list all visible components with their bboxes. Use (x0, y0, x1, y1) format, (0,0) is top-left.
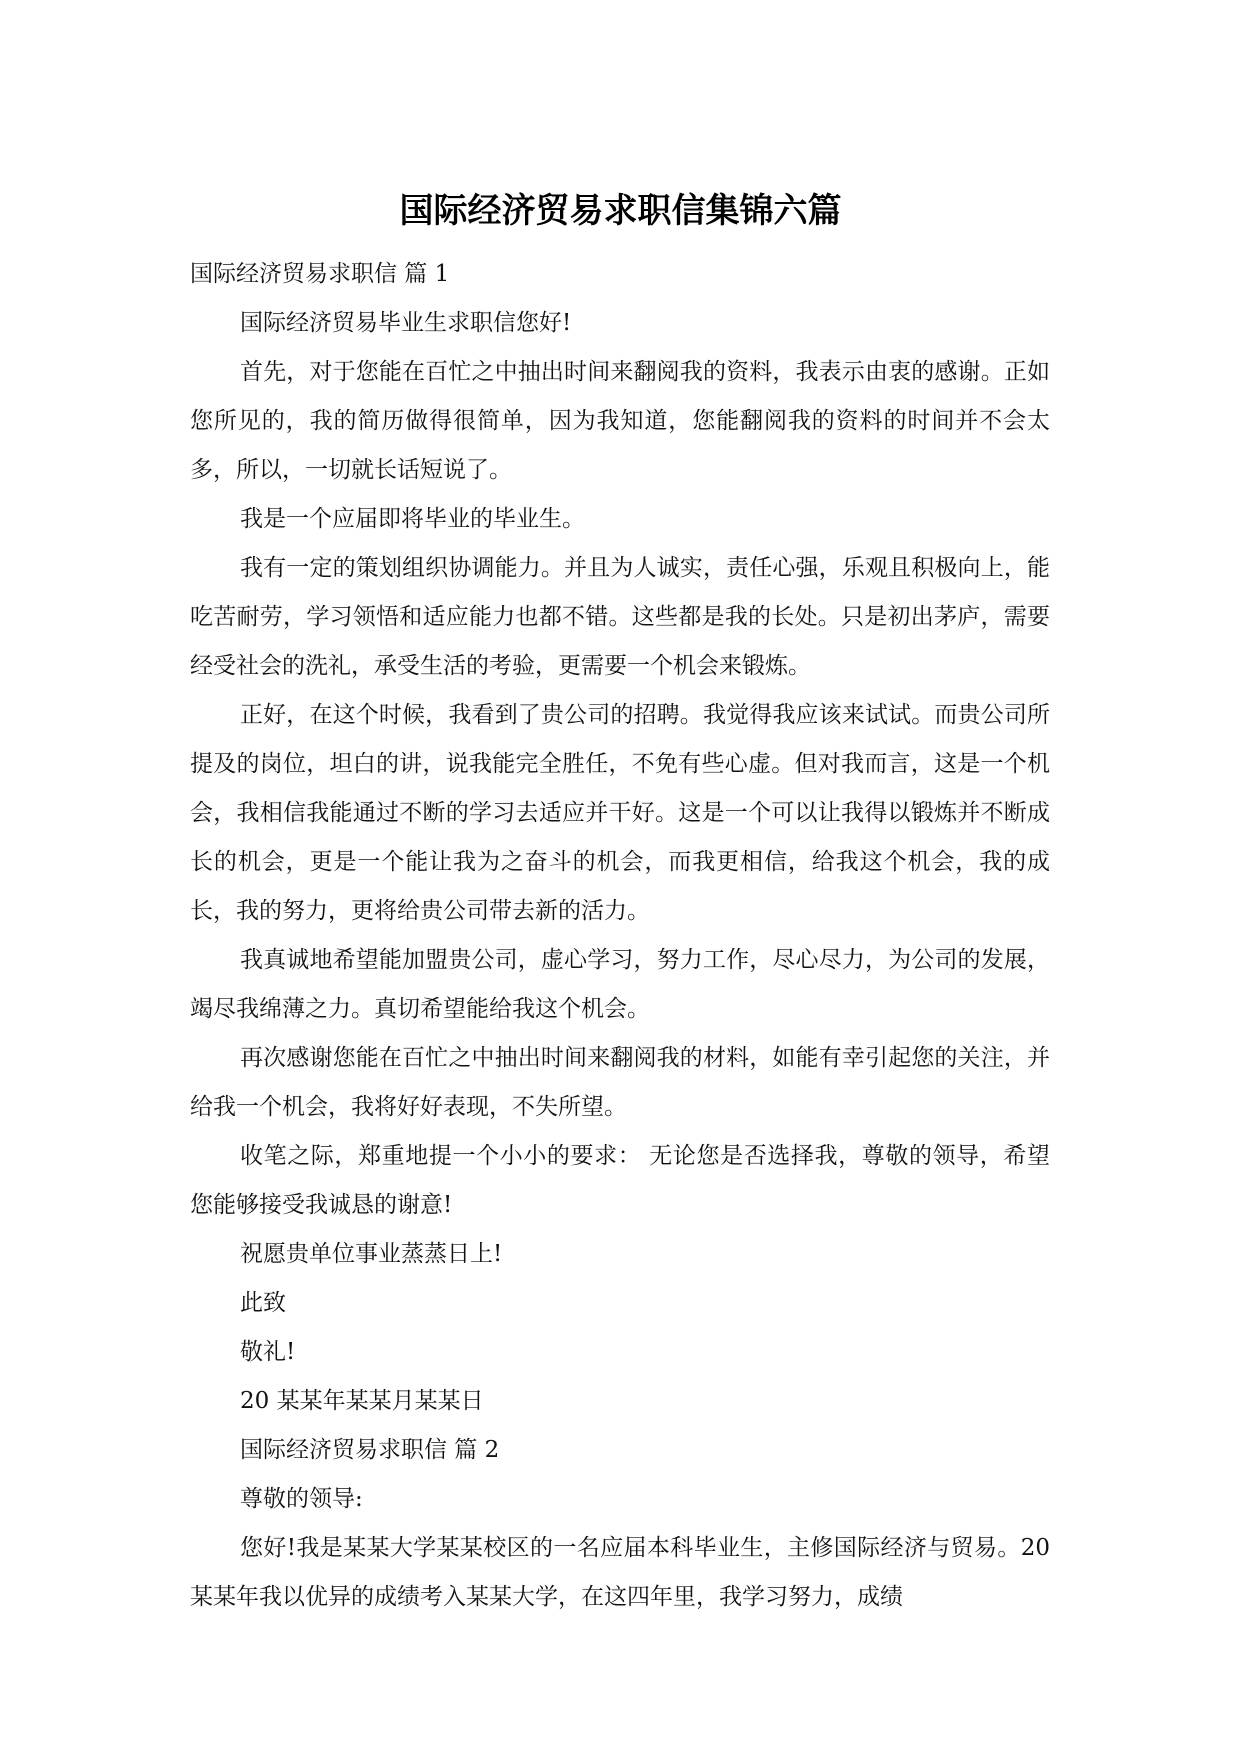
paragraph: 尊敬的领导: (240, 1486, 363, 1512)
paragraph: 首先，对于您能在百忙之中抽出时间来翻阅我的资料，我表示由衷的感谢。正如您所见的，我的简历做得很简单，因为我知道，您能翻阅我的资料的时间并不会太多，所以，一切就长话短说了。 (190, 359, 1050, 483)
section-heading: 国际经济贸易求职信 篇 1 (190, 261, 450, 287)
paragraph: 我有一定的策划组织协调能力。并且为人诚实，责任心强，乐观且积极向上，能吃苦耐劳，学习领悟和适应能力也都不错。这些都是我的长处。只是初出茅庐，需要经受社会的洗礼，承受生活的考验，更需要一个机会来锻炼。 (190, 555, 1050, 679)
paragraph: 敬礼! (240, 1339, 296, 1365)
document-title: 国际经济贸易求职信集锦六篇 (399, 191, 842, 231)
paragraph: 正好，在这个时候，我看到了贵公司的招聘。我觉得我应该来试试。而贵公司所提及的岗位，坦白的讲，说我能完全胜任，不免有些心虚。但对我而言，这是一个机会，我相信我能通过不断的学习去适应并干好。这是一个可以让我得以锻炼并不断成长的机会，更是一个能让我为之奋斗的机会，而我更相信，给我这个机会，我的成长，我的努力，更将给贵公司带去新的活力。 (190, 702, 1050, 924)
paragraph: 您好!我是某某大学某某校区的一名应届本科毕业生，主修国际经济与贸易。20 某某年我以优异的成绩考入某某大学，在这四年里，我学习努力，成绩 (190, 1535, 1050, 1610)
paragraph: 收笔之际，郑重地提一个小小的要求： 无论您是否选择我，尊敬的领导，希望您能够接受我诚恳的谢意! (190, 1143, 1050, 1218)
paragraph: 再次感谢您能在百忙之中抽出时间来翻阅我的材料，如能有幸引起您的关注，并给我一个机会，我将好好表现，不失所望。 (190, 1045, 1050, 1120)
paragraph: 国际经济贸易毕业生求职信您好! (240, 310, 572, 336)
paragraph: 祝愿贵单位事业蒸蒸日上! (240, 1241, 503, 1267)
paragraph: 我是一个应届即将毕业的毕业生。 (240, 506, 585, 532)
section-heading: 国际经济贸易求职信 篇 2 (240, 1437, 500, 1463)
paragraph: 我真诚地希望能加盟贵公司，虚心学习，努力工作，尽心尽力，为公司的发展，竭尽我绵薄之力。真切希望能给我这个机会。 (190, 947, 1050, 1022)
document-body (190, 250, 1050, 1622)
paragraph: 此致 (240, 1290, 286, 1316)
paragraph: 20 某某年某某月某某日 (240, 1388, 484, 1414)
